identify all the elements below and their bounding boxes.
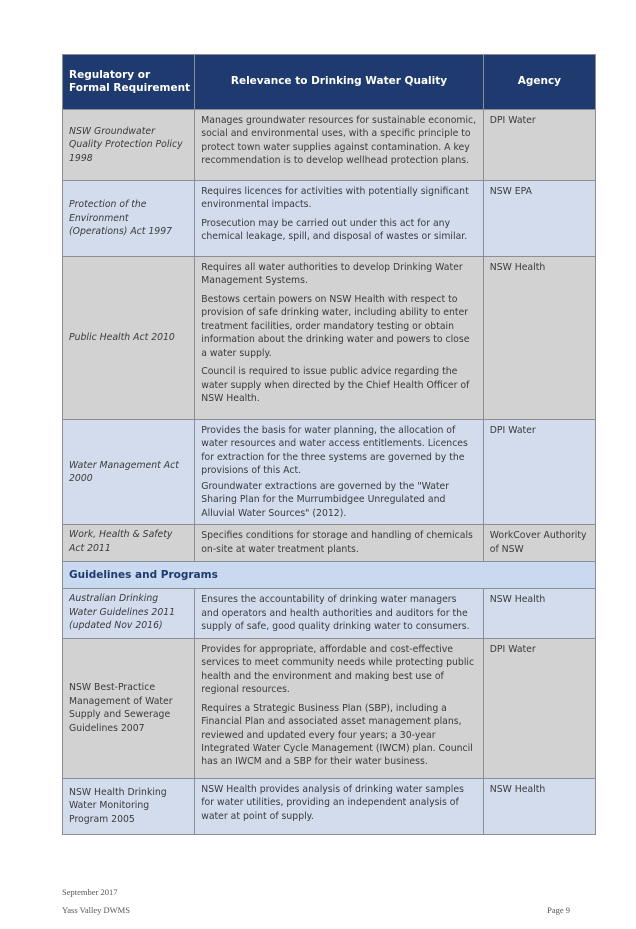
table-row xyxy=(63,181,596,257)
agency-cell: NSW Health xyxy=(483,589,595,638)
table-header-row xyxy=(63,55,596,110)
requirement-cell: NSW Health Drinking Water Monitoring Program 2005 xyxy=(63,778,195,834)
relevance-cell xyxy=(195,638,484,778)
table-row xyxy=(63,110,596,181)
relevance-text: Requires a Strategic Business Plan (SBP), including a Financial Plan and associated asset management plans, reviewed and updated every four years; a 30-year Integrated Water Cycle Management (IWCM) plan. Council has an IWCM and a SBP for their water business. xyxy=(201,702,473,768)
relevance-text: Provides the basis for water planning, the allocation of water resources and water access entitlements. Licences for extraction for the three systems are governed by the provisions of this Act. xyxy=(201,425,468,477)
relevance-text: Bestows certain powers on NSW Health with respect to provision of safe drinking water, including ability to enter treatment facilities, order mandatory testing or obtain information about the drinking water and powers to close a water supply. xyxy=(201,293,470,359)
requirements-table xyxy=(62,54,596,835)
relevance-cell xyxy=(195,181,484,257)
header-relevance: Relevance to Drinking Water Quality xyxy=(195,55,484,110)
page-number: Page 9 xyxy=(547,905,570,915)
relevance-text: Requires all water authorities to develop Drinking Water Management Systems. xyxy=(201,262,463,287)
relevance-text: Specifies conditions for storage and handling of chemicals on-site at water treatment plants. xyxy=(201,530,473,555)
agency-cell: WorkCover Authority of NSW xyxy=(483,525,595,562)
relevance-text: Requires licences for activities with potentially significant environmental impacts. xyxy=(201,186,469,211)
relevance-text: NSW Health provides analysis of drinking water samples for water utilities, providing an independent analysis of water at point of supply. xyxy=(201,783,464,822)
agency-cell: DPI Water xyxy=(483,420,595,525)
relevance-text: Provides for appropriate, affordable and cost-effective services to meet community needs while protecting public health and the environment and making best use of regional resources. xyxy=(201,643,475,696)
footer-document-name: Yass Valley DWMS xyxy=(62,905,130,915)
requirement-cell: NSW Best-Practice Management of Water Supply and Sewerage Guidelines 2007 xyxy=(63,638,195,778)
agency-cell: DPI Water xyxy=(483,110,595,181)
relevance-cell xyxy=(195,525,484,562)
requirement-cell: Protection of the Environment (Operations) Act 1997 xyxy=(63,181,195,257)
relevance-cell xyxy=(195,778,484,834)
header-requirement: Regulatory or Formal Requirement xyxy=(63,55,195,110)
agency-cell: DPI Water xyxy=(483,638,595,778)
table-row xyxy=(63,420,596,525)
table-row xyxy=(63,589,596,638)
relevance-text: Ensures the accountability of drinking water managers and operators and health authorities and auditors for the supply of safe, good quality drinking water to consumers. xyxy=(201,594,470,633)
agency-cell: NSW EPA xyxy=(483,181,595,257)
table-row xyxy=(63,525,596,562)
requirement-cell: Work, Health & Safety Act 2011 xyxy=(63,525,195,562)
relevance-cell xyxy=(195,257,484,420)
relevance-cell xyxy=(195,589,484,638)
agency-cell: NSW Health xyxy=(483,778,595,834)
relevance-text: Prosecution may be carried out under this act for any chemical leakage, spill, and disposal of wastes or similar. xyxy=(201,217,468,243)
footer-date: September 2017 xyxy=(62,887,118,897)
relevance-text: Groundwater extractions are governed by the "Water Sharing Plan for the Murrumbidgee Unregulated and Alluvial Water Sources" (2012). xyxy=(201,480,450,519)
relevance-cell xyxy=(195,420,484,525)
header-agency: Agency xyxy=(483,55,595,110)
requirement-cell: Water Management Act 2000 xyxy=(63,420,195,525)
table-row xyxy=(63,257,596,420)
table-row xyxy=(63,638,596,778)
relevance-text: Manages groundwater resources for sustainable economic, social and environmental uses, with a specific principle to protect town water supplies against contamination. A key recommendation is to develop wellhead protection plans. xyxy=(201,115,477,167)
requirement-cell: Australian Drinking Water Guidelines 2011 (updated Nov 2016) xyxy=(63,589,195,638)
section-header-row xyxy=(63,562,596,589)
table-row xyxy=(63,778,596,834)
relevance-text: Council is required to issue public advice regarding the water supply when directed by the Chief Health Officer of NSW Health. xyxy=(201,366,470,405)
requirement-cell: NSW Groundwater Quality Protection Policy 1998 xyxy=(63,110,195,181)
section-title: Guidelines and Programs xyxy=(63,562,596,589)
requirement-cell: Public Health Act 2010 xyxy=(63,257,195,420)
agency-cell: NSW Health xyxy=(483,257,595,420)
relevance-cell xyxy=(195,110,484,181)
